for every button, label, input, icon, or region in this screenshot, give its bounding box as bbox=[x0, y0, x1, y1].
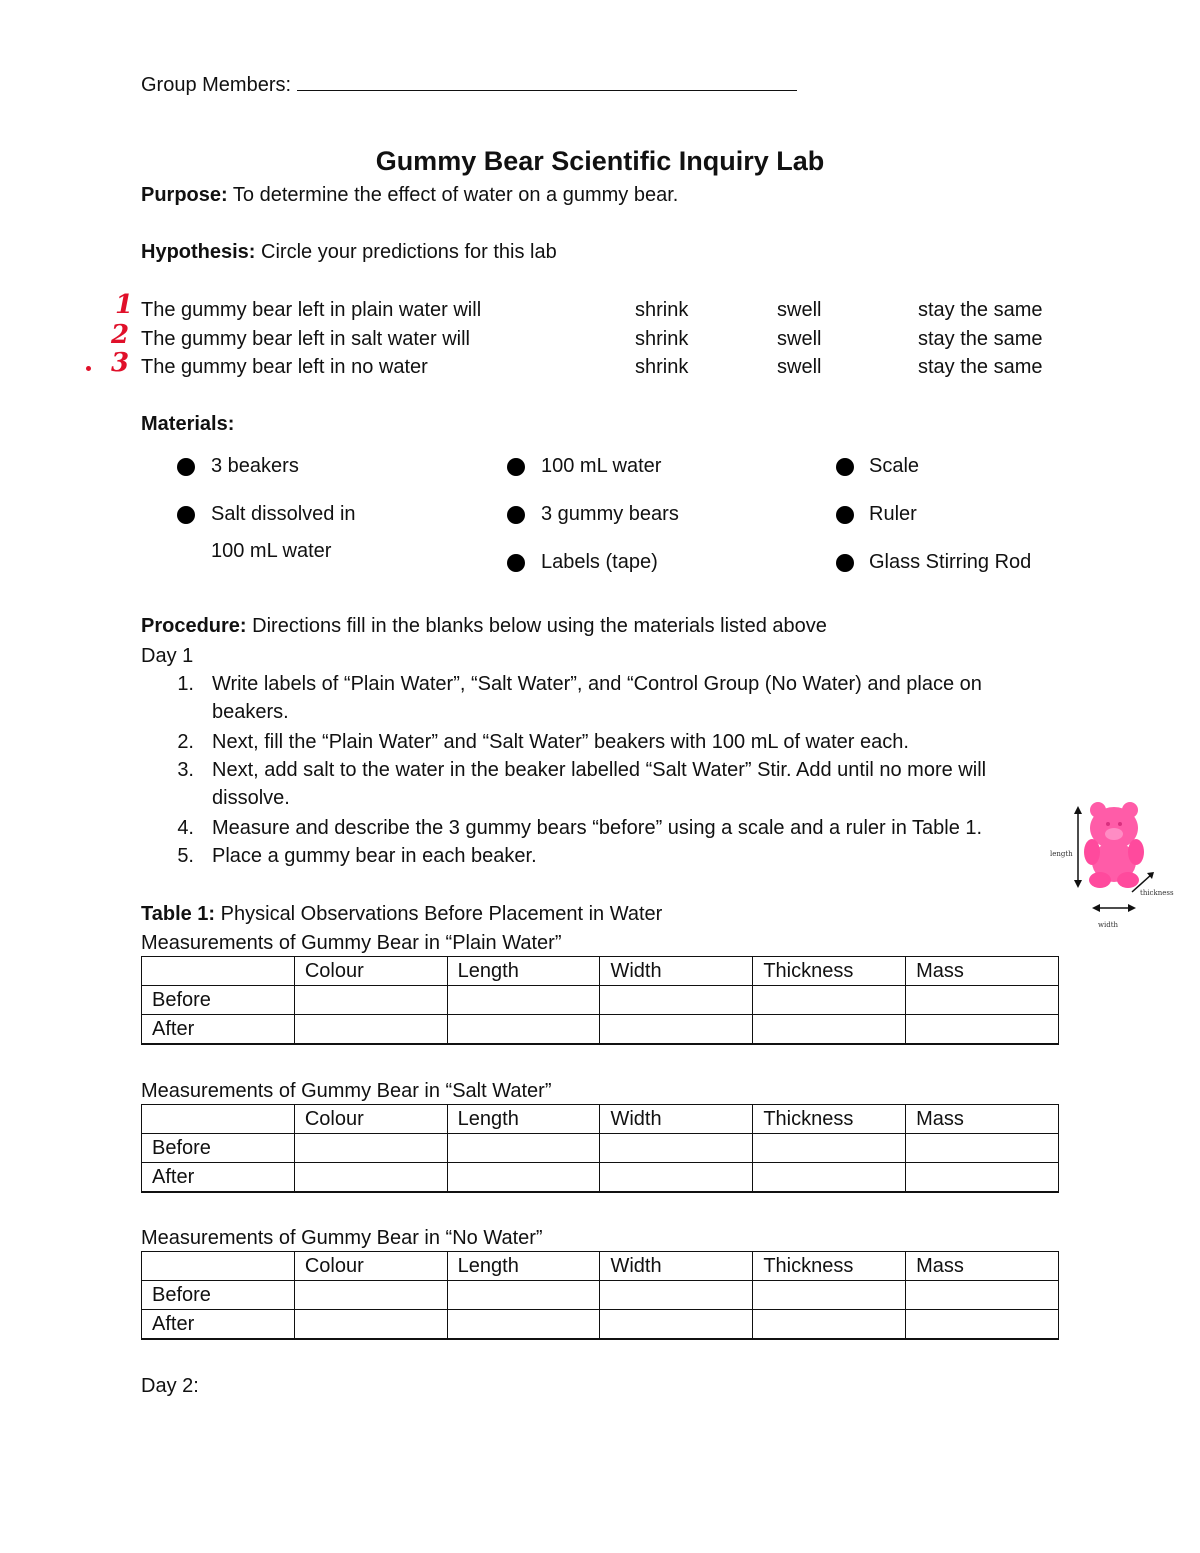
table-cell-header: Width bbox=[600, 1105, 753, 1134]
step-number: 3. bbox=[177, 759, 194, 781]
procedure-step bbox=[158, 756, 1058, 809]
table-cell-header: Thickness bbox=[753, 1105, 906, 1134]
length-label: length bbox=[1050, 850, 1073, 858]
procedure-label: Procedure: bbox=[141, 615, 247, 637]
material-item: Salt dissolved in bbox=[211, 503, 356, 525]
table-cell-blank[interactable] bbox=[294, 1015, 447, 1045]
table-row bbox=[142, 1163, 1059, 1193]
table-plain-water bbox=[141, 956, 1059, 1045]
row-label: After bbox=[142, 1310, 295, 1340]
material-item: Labels (tape) bbox=[541, 551, 658, 573]
step-text: Write labels of “Plain Water”, “Salt Water”, and “Control Group (No Water) and place on beakers. bbox=[212, 673, 982, 723]
table-cell-blank[interactable] bbox=[294, 986, 447, 1015]
table-row bbox=[142, 1281, 1059, 1310]
option-shrink-1[interactable]: shrink bbox=[635, 299, 689, 321]
purpose-text: To determine the effect of water on a gummy bear. bbox=[232, 184, 679, 206]
table-row bbox=[142, 1134, 1059, 1163]
table-cell-header: Width bbox=[600, 957, 753, 986]
thickness-label: thickness bbox=[1140, 889, 1174, 897]
table-cell-blank[interactable] bbox=[600, 986, 753, 1015]
material-item: 3 beakers bbox=[211, 455, 299, 477]
procedure bbox=[141, 612, 827, 640]
step-number: 4. bbox=[177, 817, 194, 839]
table-cell-blank[interactable] bbox=[294, 1281, 447, 1310]
table-cell-header: Length bbox=[447, 1105, 600, 1134]
bullet-icon bbox=[507, 458, 525, 476]
table-title-plain-water: Measurements of Gummy Bear in “Plain Water” bbox=[141, 932, 562, 954]
table-cell-header: Mass bbox=[906, 957, 1059, 986]
table-cell-header: Colour bbox=[294, 1252, 447, 1281]
bullet-icon bbox=[836, 506, 854, 524]
table-cell-blank[interactable] bbox=[753, 986, 906, 1015]
table-cell-blank[interactable] bbox=[294, 1163, 447, 1193]
table-cell-blank[interactable] bbox=[447, 1281, 600, 1310]
table-title-salt-water: Measurements of Gummy Bear in “Salt Water” bbox=[141, 1080, 552, 1102]
procedure-step bbox=[158, 670, 1058, 723]
table-1-caption-text: Physical Observations Before Placement in Water bbox=[220, 903, 663, 925]
table-cell-header: Length bbox=[447, 1252, 600, 1281]
material-item: 3 gummy bears bbox=[541, 503, 679, 525]
option-shrink-2[interactable]: shrink bbox=[635, 328, 689, 350]
hypothesis-statement-2: The gummy bear left in salt water will bbox=[141, 328, 471, 350]
table-cell-blank[interactable] bbox=[447, 1163, 600, 1193]
table-1-label: Table 1: bbox=[141, 903, 216, 925]
table-cell-blank[interactable] bbox=[906, 1310, 1059, 1340]
table-cell-blank[interactable] bbox=[447, 986, 600, 1015]
table-no-water bbox=[141, 1251, 1059, 1340]
day-2-label: Day 2: bbox=[141, 1375, 199, 1397]
hypothesis-label: Hypothesis: bbox=[141, 241, 256, 263]
table-cell-header: Length bbox=[447, 957, 600, 986]
table-cell-blank[interactable] bbox=[753, 1134, 906, 1163]
hand-mark-2: 2 bbox=[111, 320, 130, 350]
bullet-icon bbox=[836, 554, 854, 572]
materials-label: Materials: bbox=[141, 413, 235, 435]
table-cell-blank[interactable] bbox=[753, 1281, 906, 1310]
bullet-icon bbox=[507, 554, 525, 572]
procedure-step bbox=[158, 728, 1058, 756]
day-1-label: Day 1 bbox=[141, 645, 194, 667]
bullet-icon bbox=[177, 458, 195, 476]
table-cell-header: Colour bbox=[294, 957, 447, 986]
option-swell-2[interactable]: swell bbox=[777, 328, 822, 350]
material-item: Glass Stirring Rod bbox=[869, 551, 1032, 573]
table-header-row bbox=[142, 1105, 1059, 1134]
table-cell-header: Colour bbox=[294, 1105, 447, 1134]
table-cell-header: Thickness bbox=[753, 957, 906, 986]
table-cell-blank[interactable] bbox=[294, 1310, 447, 1340]
table-salt-water bbox=[141, 1104, 1059, 1193]
group-members-label: Group Members: bbox=[141, 74, 292, 96]
table-cell-blank[interactable] bbox=[906, 1281, 1059, 1310]
table-cell-blank[interactable] bbox=[753, 1015, 906, 1045]
step-number: 2. bbox=[177, 731, 194, 753]
material-item: 100 mL water bbox=[541, 455, 662, 477]
gummy-bear-diagram bbox=[1040, 800, 1190, 935]
step-text: Next, add salt to the water in the beaker labelled “Salt Water” Stir. Add until no more will dissolve. bbox=[212, 759, 987, 809]
bullet-icon bbox=[177, 506, 195, 524]
table-cell-blank[interactable] bbox=[753, 1310, 906, 1340]
row-label: Before bbox=[142, 986, 295, 1015]
step-text: Place a gummy bear in each beaker. bbox=[212, 845, 537, 867]
table-header-row bbox=[142, 957, 1059, 986]
hypothesis bbox=[141, 238, 557, 266]
table-cell-blank[interactable] bbox=[447, 1134, 600, 1163]
table-cell-blank[interactable] bbox=[600, 1015, 753, 1045]
table-cell-header: Mass bbox=[906, 1252, 1059, 1281]
hypothesis-text: Circle your predictions for this lab bbox=[261, 241, 557, 263]
row-label: After bbox=[142, 1015, 295, 1045]
bullet-icon bbox=[836, 458, 854, 476]
material-item: Scale bbox=[869, 455, 920, 477]
table-cell-header: Mass bbox=[906, 1105, 1059, 1134]
bullet-icon bbox=[507, 506, 525, 524]
table-cell-blank[interactable] bbox=[600, 1310, 753, 1340]
option-swell-1[interactable]: swell bbox=[777, 299, 822, 321]
table-row bbox=[142, 986, 1059, 1015]
step-text: Measure and describe the 3 gummy bears “before” using a scale and a ruler in Table 1. bbox=[212, 817, 983, 839]
table-row bbox=[142, 1310, 1059, 1340]
option-same-1[interactable]: stay the same bbox=[918, 299, 1043, 321]
hypothesis-statement-1: The gummy bear left in plain water will bbox=[141, 299, 482, 321]
table-cell-header bbox=[142, 1252, 295, 1281]
row-label: Before bbox=[142, 1281, 295, 1310]
table-cell-blank[interactable] bbox=[447, 1310, 600, 1340]
width-label: width bbox=[1098, 921, 1119, 929]
option-same-2[interactable]: stay the same bbox=[918, 328, 1043, 350]
table-cell-blank[interactable] bbox=[600, 1134, 753, 1163]
table-cell-header bbox=[142, 957, 295, 986]
table-cell-blank[interactable] bbox=[600, 1281, 753, 1310]
procedure-text: Directions fill in the blanks below using the materials listed above bbox=[252, 615, 827, 637]
material-item-continued: 100 mL water bbox=[211, 540, 332, 562]
material-item: Ruler bbox=[869, 503, 917, 525]
row-label: Before bbox=[142, 1134, 295, 1163]
table-header-row bbox=[142, 1252, 1059, 1281]
step-number: 5. bbox=[177, 845, 194, 867]
table-cell-header bbox=[142, 1105, 295, 1134]
table-cell-blank[interactable] bbox=[906, 986, 1059, 1015]
row-label: After bbox=[142, 1163, 295, 1193]
table-title-no-water: Measurements of Gummy Bear in “No Water” bbox=[141, 1227, 543, 1249]
procedure-step bbox=[158, 842, 1058, 870]
gummy-bear-icon bbox=[1084, 802, 1144, 888]
option-same-3[interactable]: stay the same bbox=[918, 356, 1043, 378]
option-swell-3[interactable]: swell bbox=[777, 356, 822, 378]
table-cell-blank[interactable] bbox=[906, 1163, 1059, 1193]
table-1-caption bbox=[141, 900, 662, 928]
table-cell-blank[interactable] bbox=[906, 1134, 1059, 1163]
table-cell-header: Thickness bbox=[753, 1252, 906, 1281]
step-text: Next, fill the “Plain Water” and “Salt Water” beakers with 100 mL of water each. bbox=[212, 731, 909, 753]
step-number: 1. bbox=[177, 673, 194, 695]
table-cell-blank[interactable] bbox=[753, 1163, 906, 1193]
page-title: Gummy Bear Scientific Inquiry Lab bbox=[375, 146, 825, 176]
hand-mark-1: 1 bbox=[115, 290, 134, 320]
hypothesis-statement-3: The gummy bear left in no water bbox=[141, 356, 428, 378]
hand-dot bbox=[86, 366, 91, 371]
group-members-blank[interactable] bbox=[297, 70, 797, 91]
table-row bbox=[142, 1015, 1059, 1045]
purpose bbox=[141, 181, 678, 209]
procedure-step bbox=[158, 814, 1058, 842]
purpose-label: Purpose: bbox=[141, 184, 228, 206]
option-shrink-3[interactable]: shrink bbox=[635, 356, 689, 378]
table-cell-header: Width bbox=[600, 1252, 753, 1281]
table-cell-blank[interactable] bbox=[600, 1163, 753, 1193]
group-members-line bbox=[141, 70, 797, 99]
table-cell-blank[interactable] bbox=[447, 1015, 600, 1045]
table-cell-blank[interactable] bbox=[906, 1015, 1059, 1045]
hand-mark-3: 3 bbox=[111, 348, 130, 378]
table-cell-blank[interactable] bbox=[294, 1134, 447, 1163]
